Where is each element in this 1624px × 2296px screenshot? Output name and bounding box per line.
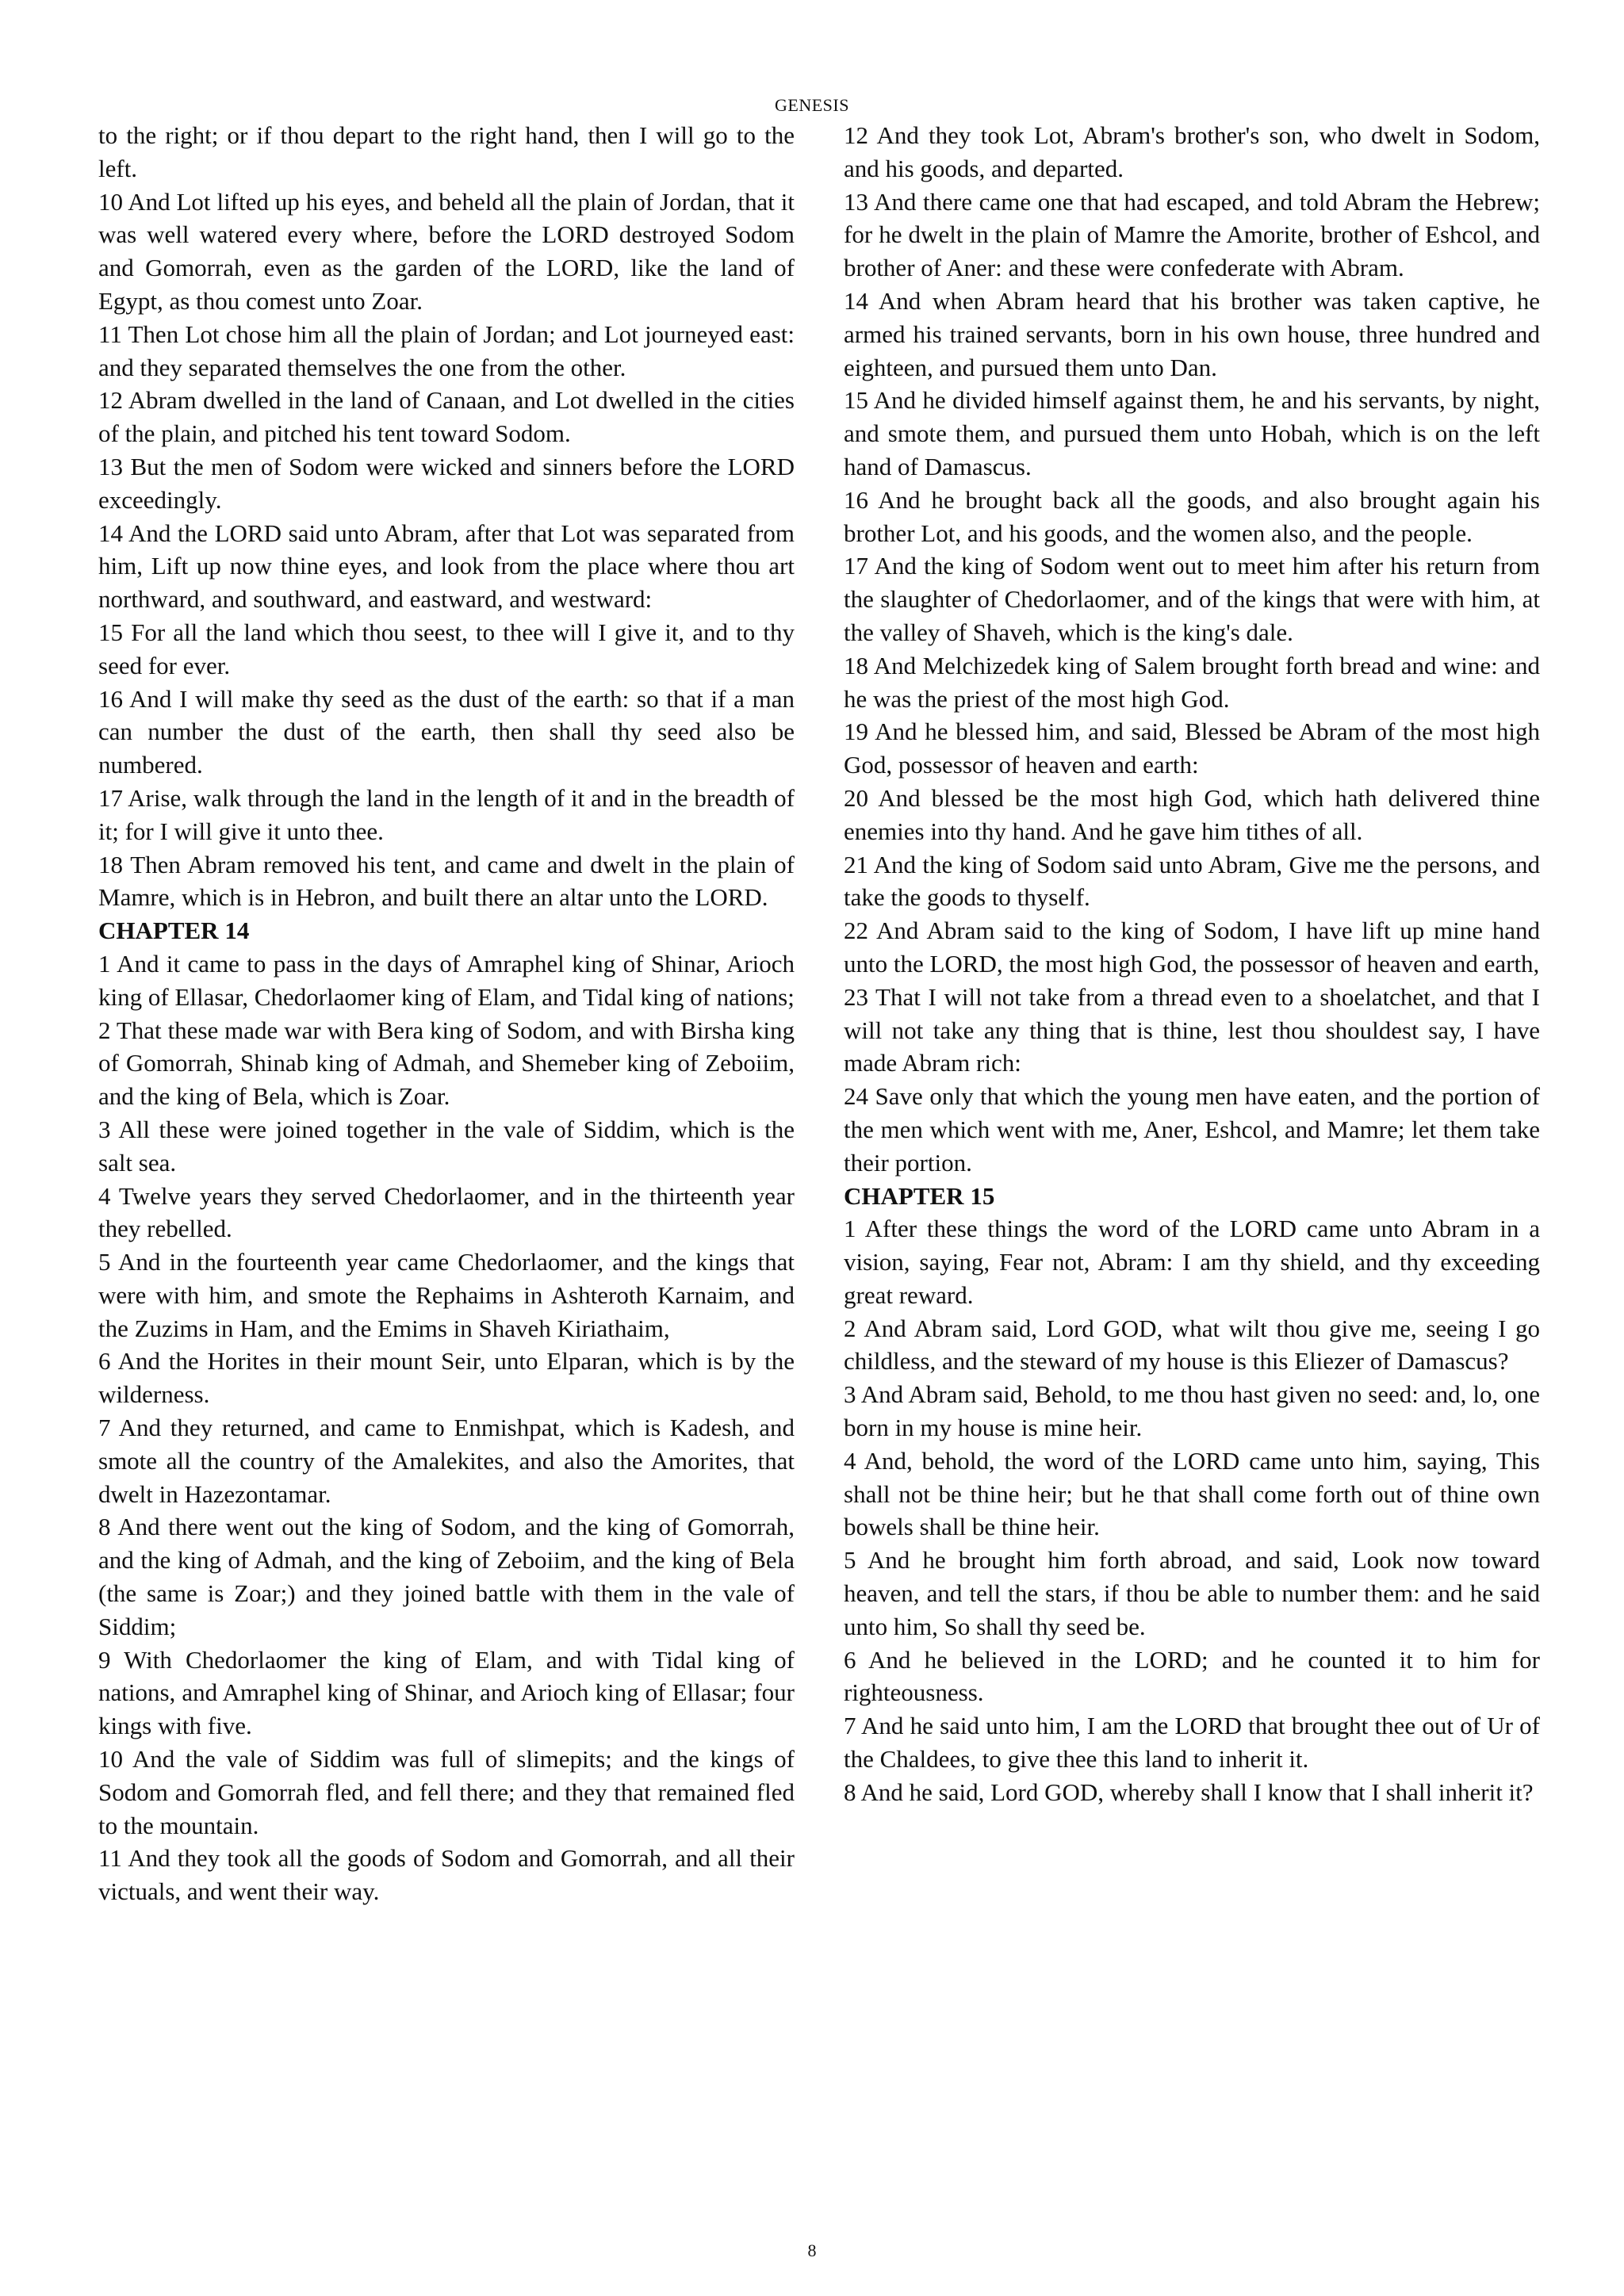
verse-paragraph: 8 And there went out the king of Sodom, and the king of Gomorrah, and the king of Admah, and the king of Zeboiim, and the king of Bela (the same is Zoar;) and they joined battle with them in the vale of Siddim;: [98, 1513, 795, 1640]
verse-paragraph: to the right; or if thou depart to the right hand, then I will go to the left.: [98, 121, 795, 182]
verse-paragraph: 15 And he divided himself against them, he and his servants, by night, and smote them, and pursued them unto Hobah, which is on the left hand of Damascus.: [844, 386, 1540, 480]
verse-paragraph: 14 And when Abram heard that his brother was taken captive, he armed his trained servants, born in his own house, three hundred and eighteen, and pursued them unto Dan.: [844, 286, 1540, 381]
verse-paragraph: 13 And there came one that had escaped, and told Abram the Hebrew; for he dwelt in the plain of Mamre the Amorite, brother of Eshcol, and brother of Aner: and these were confederate with Abram.: [844, 187, 1540, 282]
verse-paragraph: 15 For all the land which thou seest, to thee will I give it, and to thy seed for ever.: [98, 618, 795, 679]
verse-paragraph: 1 After these things the word of the LORD came unto Abram in a vision, saying, Fear not, Abram: I am thy shield, and thy exceeding great reward.: [844, 1215, 1540, 1309]
verse-paragraph: 18 And Melchizedek king of Salem brought forth bread and wine: and he was the priest of the most high God.: [844, 651, 1540, 713]
running-head: GENESIS: [775, 95, 849, 115]
verse-paragraph: 7 And he said unto him, I am the LORD that brought thee out of Ur of the Chaldees, to give thee this land to inherit it.: [844, 1712, 1540, 1774]
verse-paragraph: 5 And he brought him forth abroad, and said, Look now toward heaven, and tell the stars, if thou be able to number them: and he said unto him, So shall thy seed be.: [844, 1546, 1540, 1640]
chapter-heading: CHAPTER 15: [844, 1181, 995, 1210]
verse-paragraph: 10 And the vale of Siddim was full of slimepits; and the kings of Sodom and Gomorrah fled, and fell there; and they that remained fled to the mountain.: [98, 1745, 795, 1839]
verse-paragraph: 5 And in the fourteenth year came Chedorlaomer, and the kings that were with him, and smote the Rephaims in Ashteroth Karnaim, and the Zuzims in Ham, and the Emims in Shaveh Kiriathaim,: [98, 1248, 795, 1342]
verse-paragraph: 10 And Lot lifted up his eyes, and beheld all the plain of Jordan, that it was well watered every where, before the LORD destroyed Sodom and Gomorrah, even as the garden of the LORD, like the land of Egypt, as thou comest unto Zoar.: [98, 187, 795, 315]
verse-paragraph: 16 And I will make thy seed as the dust of the earth: so that if a man can number the dust of the earth, then shall thy seed also be numbered.: [98, 684, 795, 779]
verse-paragraph: 9 With Chedorlaomer the king of Elam, and with Tidal king of nations, and Amraphel king of Shinar, and Arioch king of Ellasar; four kings with five.: [98, 1645, 795, 1740]
verse-paragraph: 1 And it came to pass in the days of Amraphel king of Shinar, Arioch king of Ellasar, Chedorlaomer king of Elam, and Tidal king of nations;: [98, 949, 795, 1011]
verse-paragraph: 6 And the Horites in their mount Seir, unto Elparan, which is by the wilderness.: [98, 1347, 795, 1409]
left-column: [98, 119, 795, 1908]
verse-paragraph: 13 But the men of Sodom were wicked and sinners before the LORD exceedingly.: [98, 452, 795, 514]
verse-paragraph: 3 And Abram said, Behold, to me thou hast given no seed: and, lo, one born in my house is mine heir.: [844, 1380, 1540, 1442]
chapter-heading: CHAPTER 14: [98, 916, 250, 945]
verse-paragraph: 11 And they took all the goods of Sodom and Gomorrah, and all their victuals, and went their way.: [98, 1844, 795, 1906]
verse-paragraph: 20 And blessed be the most high God, which hath delivered thine enemies into thy hand. And he gave him tithes of all.: [844, 783, 1540, 845]
verse-paragraph: 2 And Abram said, Lord GOD, what wilt thou give me, seeing I go childless, and the steward of my house is this Eliezer of Damascus?: [844, 1314, 1540, 1376]
verse-paragraph: 8 And he said, Lord GOD, whereby shall I know that I shall inherit it?: [844, 1777, 1534, 1806]
verse-paragraph: 18 Then Abram removed his tent, and came and dwelt in the plain of Mamre, which is in Hebron, and built there an altar unto the LORD.: [98, 850, 795, 912]
verse-paragraph: 17 And the king of Sodom went out to meet him after his return from the slaughter of Chedorlaomer, and of the kings that were with him, at the valley of Shaveh, which is the king's dale.: [844, 552, 1540, 646]
verse-paragraph: 19 And he blessed him, and said, Blessed be Abram of the most high God, possessor of heaven and earth:: [844, 718, 1540, 779]
verse-paragraph: 2 That these made war with Bera king of Sodom, and with Birsha king of Gomorrah, Shinab king of Admah, and Shemeber king of Zeboiim, and the king of Bela, which is Zoar.: [98, 1016, 795, 1111]
verse-paragraph: 4 And, behold, the word of the LORD came unto him, saying, This shall not be thine heir; but he that shall come forth out of thine own bowels shall be thine heir.: [844, 1446, 1540, 1541]
right-column: [844, 119, 1540, 1809]
verse-paragraph: 23 That I will not take from a thread even to a shoelatchet, and that I will not take any thing that is thine, lest thou shouldest say, I have made Abram rich:: [844, 982, 1540, 1077]
verse-paragraph: 24 Save only that which the young men have eaten, and the portion of the men which went with me, Aner, Eshcol, and Mamre; let them take their portion.: [844, 1082, 1540, 1177]
verse-paragraph: 11 Then Lot chose him all the plain of Jordan; and Lot journeyed east: and they separated themselves the one from the other.: [98, 320, 795, 381]
page-number: 8: [807, 2241, 817, 2260]
verse-paragraph: 16 And he brought back all the goods, and also brought again his brother Lot, and his goods, and the women also, and the people.: [844, 485, 1540, 547]
verse-paragraph: 14 And the LORD said unto Abram, after that Lot was separated from him, Lift up now thine eyes, and look from the place where thou art northward, and southward, and eastward, and westward:: [98, 519, 795, 614]
verse-paragraph: 12 Abram dwelled in the land of Canaan, and Lot dwelled in the cities of the plain, and pitched his tent toward Sodom.: [98, 386, 795, 448]
verse-paragraph: 12 And they took Lot, Abram's brother's son, who dwelt in Sodom, and his goods, and departed.: [844, 121, 1540, 182]
verse-paragraph: 7 And they returned, and came to Enmishpat, which is Kadesh, and smote all the country of the Amalekites, and also the Amorites, that dwelt in Hazezontamar.: [98, 1414, 795, 1508]
verse-paragraph: 17 Arise, walk through the land in the length of it and in the breadth of it; for I will give it unto thee.: [98, 783, 795, 845]
verse-paragraph: 6 And he believed in the LORD; and he counted it to him for righteousness.: [844, 1645, 1540, 1707]
verse-paragraph: 21 And the king of Sodom said unto Abram, Give me the persons, and take the goods to thyself.: [844, 850, 1540, 912]
verse-paragraph: 3 All these were joined together in the vale of Siddim, which is the salt sea.: [98, 1115, 795, 1177]
verse-paragraph: 22 And Abram said to the king of Sodom, I have lift up mine hand unto the LORD, the most high God, the possessor of heaven and earth,: [844, 916, 1540, 978]
verse-paragraph: 4 Twelve years they served Chedorlaomer, and in the thirteenth year they rebelled.: [98, 1181, 795, 1243]
